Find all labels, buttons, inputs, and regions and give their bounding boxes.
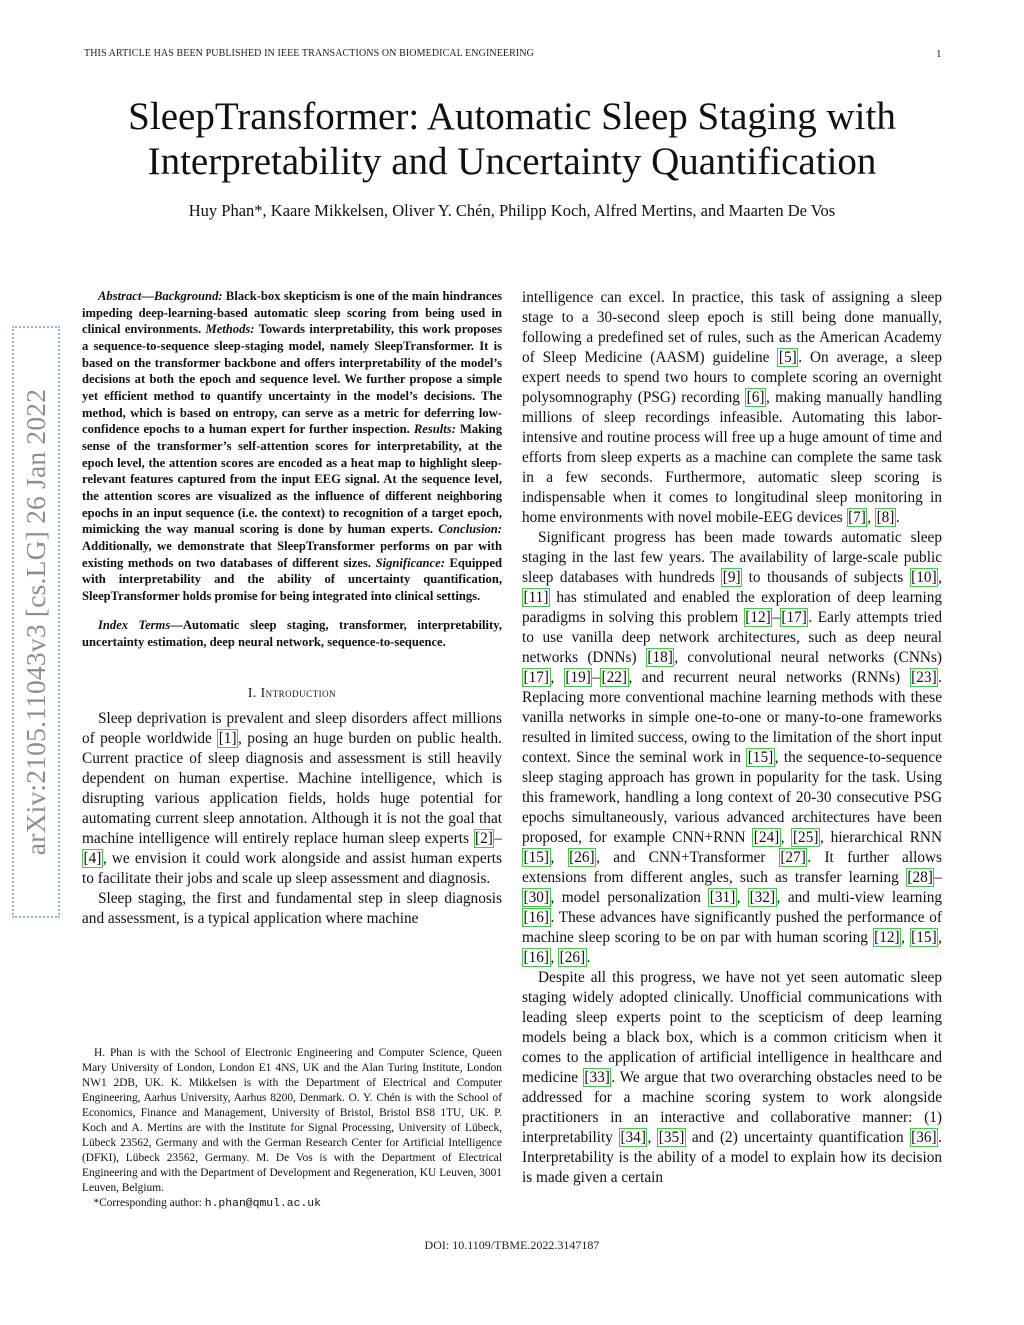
corresponding-label: *Corresponding author: bbox=[93, 1197, 202, 1209]
citation-link[interactable]: [22] bbox=[601, 669, 628, 686]
citation-link[interactable]: [15] bbox=[747, 749, 774, 766]
citation-link[interactable]: [24] bbox=[753, 829, 780, 846]
citation-link[interactable]: [26] bbox=[559, 949, 586, 966]
intro-paragraph-2-continued: intelligence can excel. In practice, this task of assigning a sleep stage to a 30-second sleep epoch is still being done manually, following a predefined set of rules, such as the American Academy of Sleep Medicine (AASM) guideline [5]. On average, a sleep expert needs to spend two hours to complete scoring an overnight polysomnography (PSG) recording [6], making manually handling millions of sleep recordings infeasible. Automating this labor-intensive and routine process will free up a huge amount of time and efforts from sleep experts as a machine can complete the same task in a few seconds. Furthermore, automatic sleep scoring is indispensable when it comes to longitudinal sleep monitoring in home environments with novel mobile-EEG devices [7], [8]. bbox=[522, 289, 942, 526]
citation-link[interactable]: [6] bbox=[746, 389, 765, 406]
section-heading-introduction bbox=[82, 685, 502, 701]
author-list: Huy Phan*, Kaare Mikkelsen, Oliver Y. Chén, Philipp Koch, Alfred Mertins, and Maarten De Vos bbox=[188, 201, 836, 220]
citation-link[interactable]: [33] bbox=[584, 1069, 610, 1086]
section-number: I. bbox=[247, 684, 257, 700]
index-terms bbox=[82, 617, 502, 650]
abstract-conclusion: Additionally, we demonstrate that SleepTransformer performs on par with existing methods on two databases of different sizes. bbox=[82, 538, 502, 570]
footnote-affiliations: H. Phan is with the School of Electronic Engineering and Computer Science, Queen Mary University of London, London E1 4NS, UK and the Alan Turing Institute, London NW1 2DB, UK. K. Mikkelsen is with the Department of Electrical and Computer Engineering, Aarhus University, Aarhus 8200, Denmark. O. Y. Chén is with the School of Economics, Finance and Management, University of Bristol, Bristol BS8 1TU, UK. P. Koch and A. Mertins are with the Institute for Signal Processing, University of Lübeck, Lübeck 23562, Germany and with the German Research Center for Artificial Intelligence (DFKI), Lübeck 23562, Germany. M. De Vos is with the Department of Electrical Engineering and with the Department of Development and Regeneration, KU Leuven, 3001 Leuven, Belgium. bbox=[82, 1047, 502, 1194]
citation-link[interactable]: [30] bbox=[523, 889, 549, 906]
paper-title bbox=[60, 94, 964, 184]
citation-link[interactable]: [32] bbox=[749, 889, 776, 906]
citation-link[interactable]: [8] bbox=[876, 509, 895, 526]
running-header: THIS ARTICLE HAS BEEN PUBLISHED IN IEEE TRANSACTIONS ON BIOMEDICAL ENGINEERING bbox=[84, 48, 534, 59]
citation-link[interactable]: [5] bbox=[778, 349, 797, 366]
results-label: Results: bbox=[413, 422, 456, 437]
citation-link[interactable]: [15] bbox=[523, 849, 549, 866]
citation-link[interactable]: [11] bbox=[523, 589, 549, 606]
title-line-2: Interpretability and Uncertainty Quantification bbox=[147, 140, 877, 183]
corresponding-email[interactable]: h.phan@qmul.ac.uk bbox=[204, 1198, 321, 1210]
intro-paragraph-4: Despite all this progress, we have not yet seen automatic sleep staging widely adopted clinically. Unofficial communications with leading sleep experts point to the scepticism of deep learning models being a black box, which is a common criticism when it comes to the application of artificial intelligence in healthcare and medicine [33]. We argue that two overarching obstacles need to be addressed for a machine scoring system to work alongside practitioners in an interactive and collaborative manner: (1) interpretability [34], [35] and (2) uncertainty quantification [36]. Interpretability is the ability of a model to explain how its decision is made given a certain bbox=[522, 969, 942, 1186]
citation-link[interactable]: [12] bbox=[874, 929, 900, 946]
section-title: Introduction bbox=[260, 684, 337, 700]
conclusion-label: Conclusion: bbox=[438, 522, 502, 537]
citation-link[interactable]: [15] bbox=[911, 929, 937, 946]
abstract-background: Black-box skepticism is one of the main hindrances impeding deep-learning-based automatic sleep scoring from being used in clinical environments. bbox=[82, 289, 502, 337]
intro-paragraph-2: Sleep staging, the first and fundamental step in sleep diagnosis and assessment, is a typical application where machine bbox=[82, 889, 502, 927]
citation-link[interactable]: [34] bbox=[620, 1129, 646, 1146]
citation-link[interactable]: [36] bbox=[911, 1129, 937, 1146]
left-column bbox=[82, 288, 502, 929]
citation-link[interactable]: [2] bbox=[475, 829, 493, 847]
intro-paragraph-3: Significant progress has been made towards automatic sleep staging in the last few years. The availability of large-scale public sleep databases with hundreds [9] to thousands of subjects [10], [11] has stimulated and enabled the exploration of deep learning paradigms in solving this problem [12]–[17]. Early attempts tried to use vanilla deep network architectures, such as deep neural networks (DNNs) [18], convolutional neural networks (CNNs) [17], [19]–[22], and recurrent neural networks (RNNs) [23]. Replacing more conventional machine learning methods with these vanilla networks in simple one-to-one or many-to-one frameworks resulted in limited success, owing to the limitation of the short input context. Since the seminal work in [15], the sequence-to-sequence sleep staging approach has grown in popularity for the task. Using this framework, handling a long context of 20-30 consecutive PSG epochs simultaneously, various advanced architectures have been proposed, for example CNN+RNN [24], [25], hierarchical RNN [15], [26], and CNN+Transformer [27]. It further allows extensions from different angles, such as transfer learning [28]–[30], model personalization [31], [32], and multi-view learning [16]. These advances have significantly pushed the performance of machine sleep scoring to be on par with human scoring [12], [15], [16], [26]. bbox=[522, 529, 942, 966]
arxiv-stamp-text: arXiv:2105.11043v3 [cs.LG] 26 Jan 2022 bbox=[20, 388, 51, 856]
abstract-results: Making sense of the transformer’s self-attention scores for interpretability, at the epoch level, the attention scores are encoded as a heat map to highlight sleep-relevant features captured from the input EEG signal. At the sequence level, the attention scores are visualized as the influence of different neighboring epochs in an input sequence (i.e. the context) to recognition of a target epoch, mimicking the way manual scoring is done by human experts. bbox=[82, 422, 502, 537]
citation-link[interactable]: [12] bbox=[745, 609, 771, 626]
citation-link[interactable]: [28] bbox=[907, 869, 933, 886]
citation-link[interactable]: [1] bbox=[218, 729, 237, 747]
citation-link[interactable]: [9] bbox=[722, 569, 741, 586]
citation-link[interactable]: [7] bbox=[848, 509, 866, 526]
index-terms-text: —Automatic sleep staging, transformer, interpretability, uncertainty estimation, deep neural network, sequence-to-sequence. bbox=[82, 618, 502, 650]
abstract bbox=[82, 288, 502, 604]
methods-label: Methods: bbox=[205, 322, 255, 337]
citation-link[interactable]: [16] bbox=[523, 949, 549, 966]
citation-link[interactable]: [35] bbox=[658, 1129, 685, 1146]
citation-link[interactable]: [31] bbox=[709, 889, 736, 906]
citation-link[interactable]: [4] bbox=[83, 849, 102, 867]
citation-link[interactable]: [23] bbox=[911, 669, 937, 686]
citation-link[interactable]: [18] bbox=[647, 649, 673, 666]
citation-link[interactable]: [16] bbox=[523, 909, 549, 926]
title-line-1: SleepTransformer: Automatic Sleep Staging with bbox=[128, 95, 896, 138]
index-terms-label: Index Terms bbox=[98, 618, 171, 633]
arxiv-stamp bbox=[12, 326, 60, 918]
abstract-methods: Towards interpretability, this work proposes a sequence-to-sequence sleep-staging model, namely SleepTransformer. It is based on the transformer backbone and offers interpretability of the model’s decisions at both the epoch and sequence level. We further propose a simple yet efficient method to quantify uncertainty in the model’s decisions. The method, which is based on entropy, can serve as a metric for deferring low-confidence epochs to a human expert for further inspection. bbox=[82, 322, 502, 437]
doi: DOI: 10.1109/TBME.2022.3147187 bbox=[424, 1238, 600, 1252]
abstract-label: Abstract—Background: bbox=[98, 289, 223, 303]
right-column bbox=[522, 288, 942, 1188]
citation-link[interactable]: [26] bbox=[569, 849, 595, 866]
significance-label: Significance: bbox=[375, 555, 445, 570]
citation-link[interactable]: [10] bbox=[911, 569, 937, 586]
intro-paragraph-1: Sleep deprivation is prevalent and sleep disorders affect millions of people worldwide [1], posing an huge burden on public health. Current practice of sleep diagnosis and assessment is still heavily dependent on human expertise. Machine intelligence, which is disrupting various application fields, holds huge potential for automating current sleep annotation. Although it is not the goal that machine intelligence will entirely replace human sleep experts [2]–[4], we envision it could work alongside and assist human experts to facilitate their jobs and scale up sleep assessment and diagnosis. bbox=[82, 709, 502, 887]
abstract-significance: Equipped with interpretability and the ability of uncertainty quantification, SleepTransformer holds promise for being integrated into clinical settings. bbox=[82, 555, 502, 603]
citation-link[interactable]: [17] bbox=[781, 609, 807, 626]
citation-link[interactable]: [19] bbox=[565, 669, 591, 686]
corresponding-author bbox=[82, 1196, 502, 1212]
citation-link[interactable]: [25] bbox=[792, 829, 819, 846]
footnote bbox=[82, 1046, 502, 1212]
page-number: 1 bbox=[936, 48, 942, 60]
citation-link[interactable]: [27] bbox=[780, 849, 806, 866]
citation-link[interactable]: [17] bbox=[523, 669, 549, 686]
